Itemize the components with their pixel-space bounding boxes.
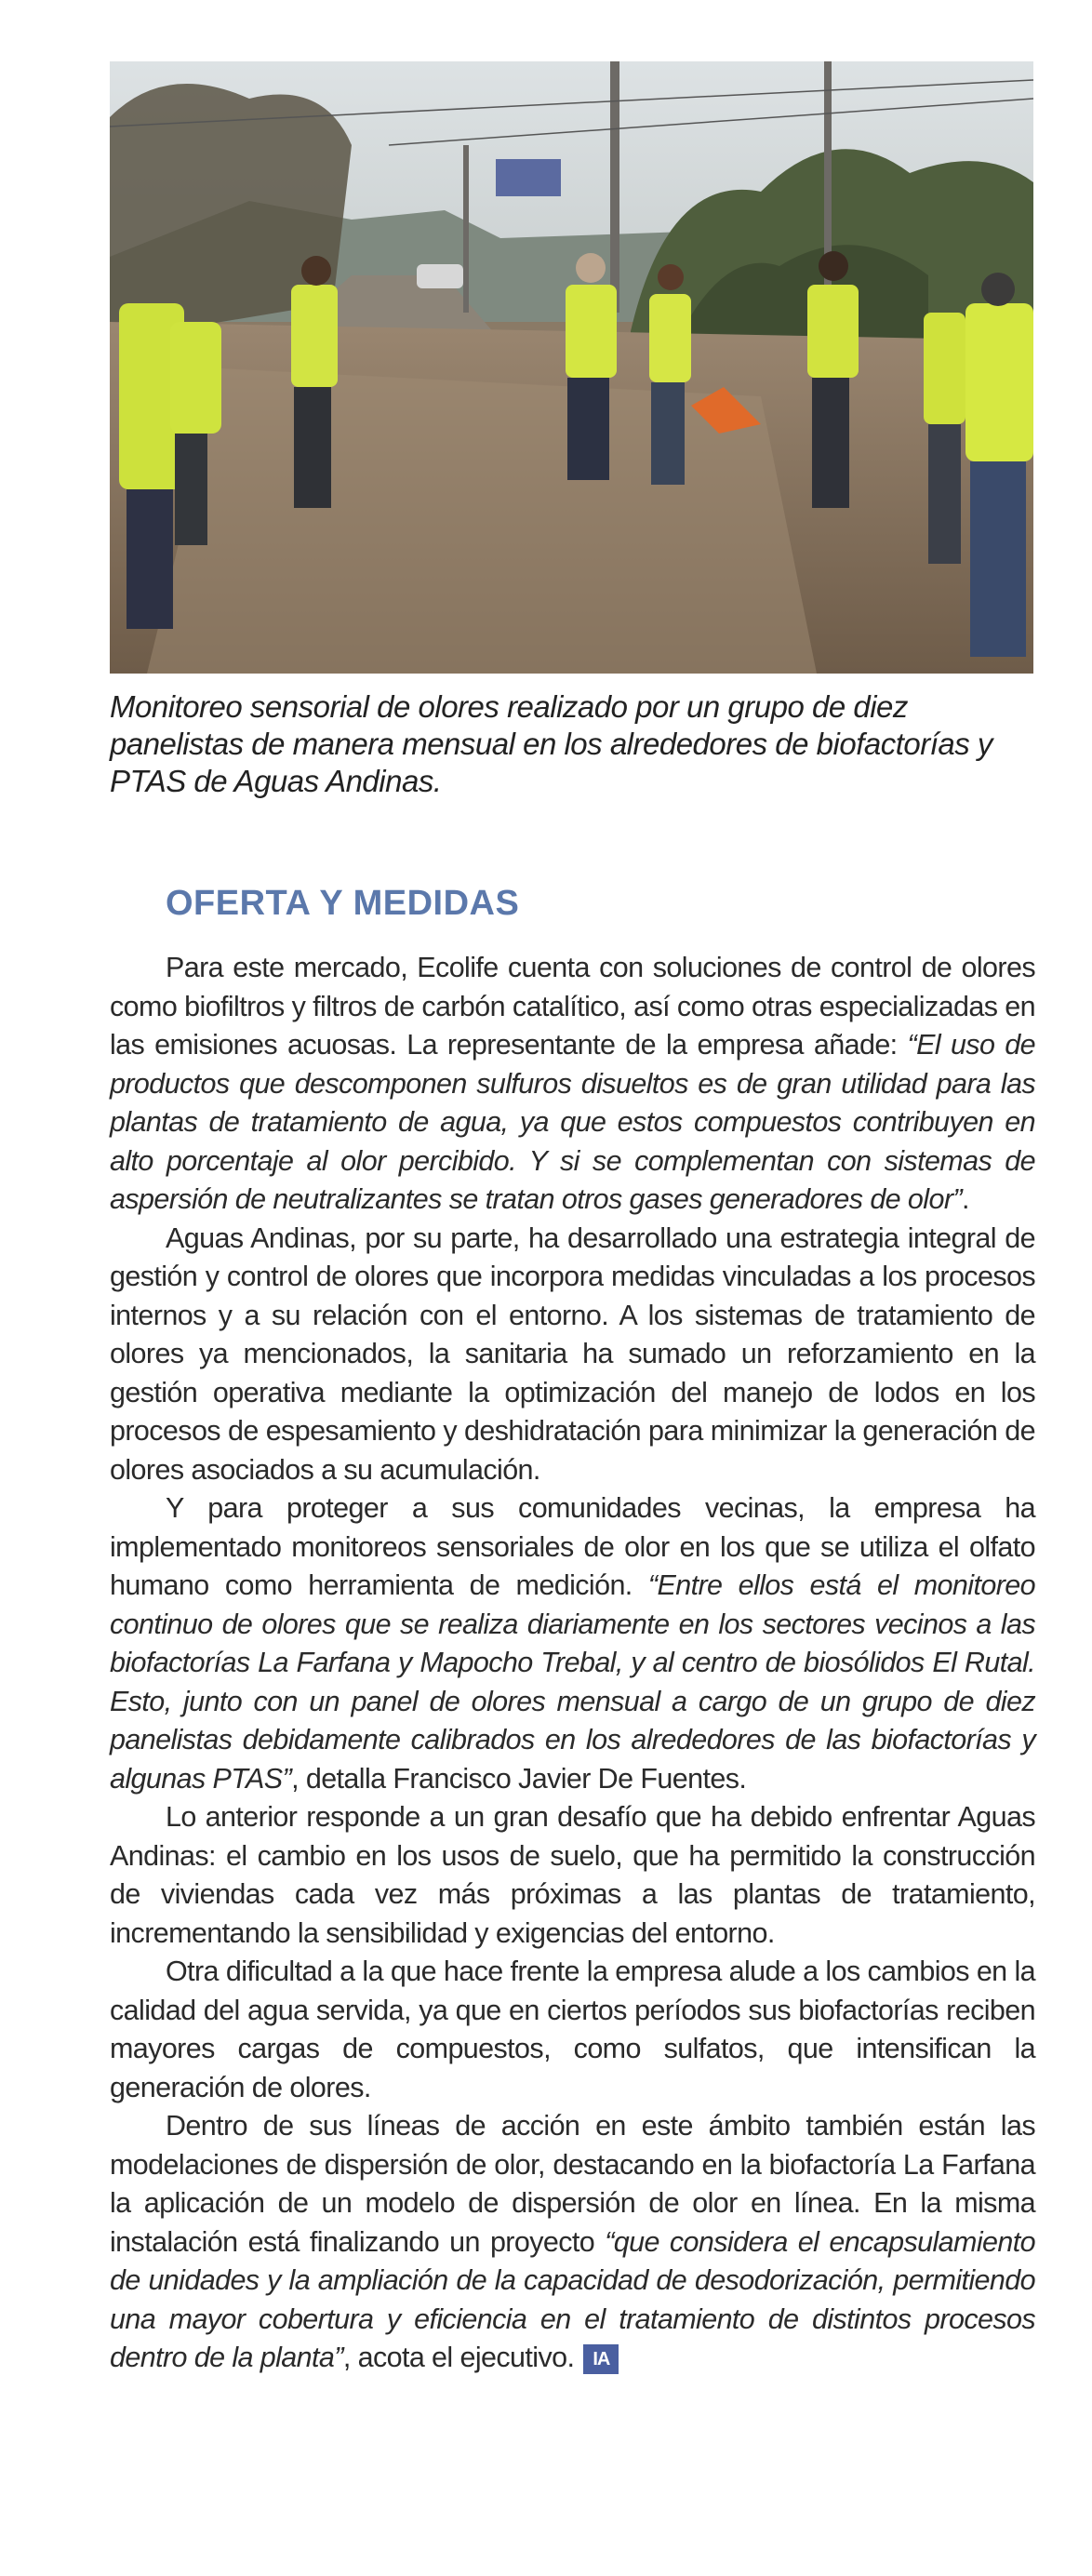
section-heading: OFERTA Y MEDIDAS [166, 884, 520, 923]
paragraph-3-text: Y para proteger a sus comunidades vecinas, la empresa ha implementado monitoreos sensoriales de olor en los que se utiliza el olfato humano como herramienta de medición. [110, 1492, 1035, 1601]
paragraph-3-quote: “Entre ellos está el monitoreo continuo de olores que se realiza diariamente en los sectores vecinos a las biofactorías La Farfana y Mapocho Trebal, y al centro de biosólidos El Rutal. Esto, junto con un panel de olores mensual a cargo de un grupo de diez panelistas debidamente calibrados en los alrededores de las biofactorías y algunas PTAS” [110, 1569, 1035, 1795]
end-mark-logo: IA [583, 2344, 619, 2374]
photo-caption: Monitoreo sensorial de olores realizado por un grupo de diez panelistas de manera mensual en los alrededores de biofactorías y PTAS de Aguas Andinas. [110, 689, 992, 798]
paragraph-3-end: , detalla Francisco Javier De Fuentes. [291, 1762, 747, 1795]
paragraph-6 [110, 2107, 1035, 2378]
paragraph-5: Otra dificultad a la que hace frente la empresa alude a los cambios en la calidad del agua servida, ya que en ciertos períodos sus biofactorías reciben mayores cargas de compuestos, como sulfatos, que intensifican la generación de olores. [110, 1955, 1035, 2103]
paragraph-3 [110, 1489, 1035, 1798]
paragraph-6-quote: “que considera el encapsulamiento de unidades y la ampliación de la capacidad de desodorización, permitiendo una mayor cobertura y eficiencia en el tratamiento de distintos procesos dentro de la planta” [110, 2225, 1035, 2373]
paragraph-2: Aguas Andinas, por su parte, ha desarrollado una estrategia integral de gestión y control de olores que incorpora medidas vinculadas a los procesos internos y a su relación con el entorno. A los sistemas de tratamiento de olores ya mencionados, la sanitaria ha sumado un reforzamiento en la gestión operativa mediante la optimización del manejo de lodos en los procesos de espesamiento y deshidratación para minimizar la generación de olores asociados a su acumulación. [110, 1221, 1035, 1486]
paragraph-1-text: Para este mercado, Ecolife cuenta con soluciones de control de olores como biofiltros y filtros de carbón catalítico, así como otras especializadas en las emisiones acuosas. La representante de la empresa añade: [110, 952, 1035, 1061]
paragraph-1-end: . [961, 1183, 969, 1215]
paragraph-6-end: , acota el ejecutivo. [342, 2342, 575, 2373]
paragraph-6-text: Dentro de sus líneas de acción en este ámbito también están las modelaciones de dispersión de olor, destacando en la biofactoría La Farfana la aplicación de un modelo de dispersión de olor en línea. En la misma instalación está finalizando un proyecto [110, 2110, 1035, 2258]
photo-illustration [110, 61, 1033, 674]
article-body [110, 949, 1035, 2378]
field-monitoring-photo [110, 61, 1033, 674]
paragraph-1-quote: “El uso de productos que descomponen sulfuros disueltos es de gran utilidad para las plantas de tratamiento de agua, ya que estos compuestos contribuyen en alto porcentaje al olor percibido. Y si se complementan con sistemas de aspersión de neutralizantes se tratan otros gases generadores de olor” [110, 1029, 1035, 1215]
paragraph-1 [110, 949, 1035, 1220]
paragraph-4: Lo anterior responde a un gran desafío que ha debido enfrentar Aguas Andinas: el cambio en los usos de suelo, que ha permitido la construcción de viviendas cada vez más próximas a las plantas de tratamiento, incrementando la sensibilidad y exigencias del entorno. [110, 1801, 1035, 1949]
